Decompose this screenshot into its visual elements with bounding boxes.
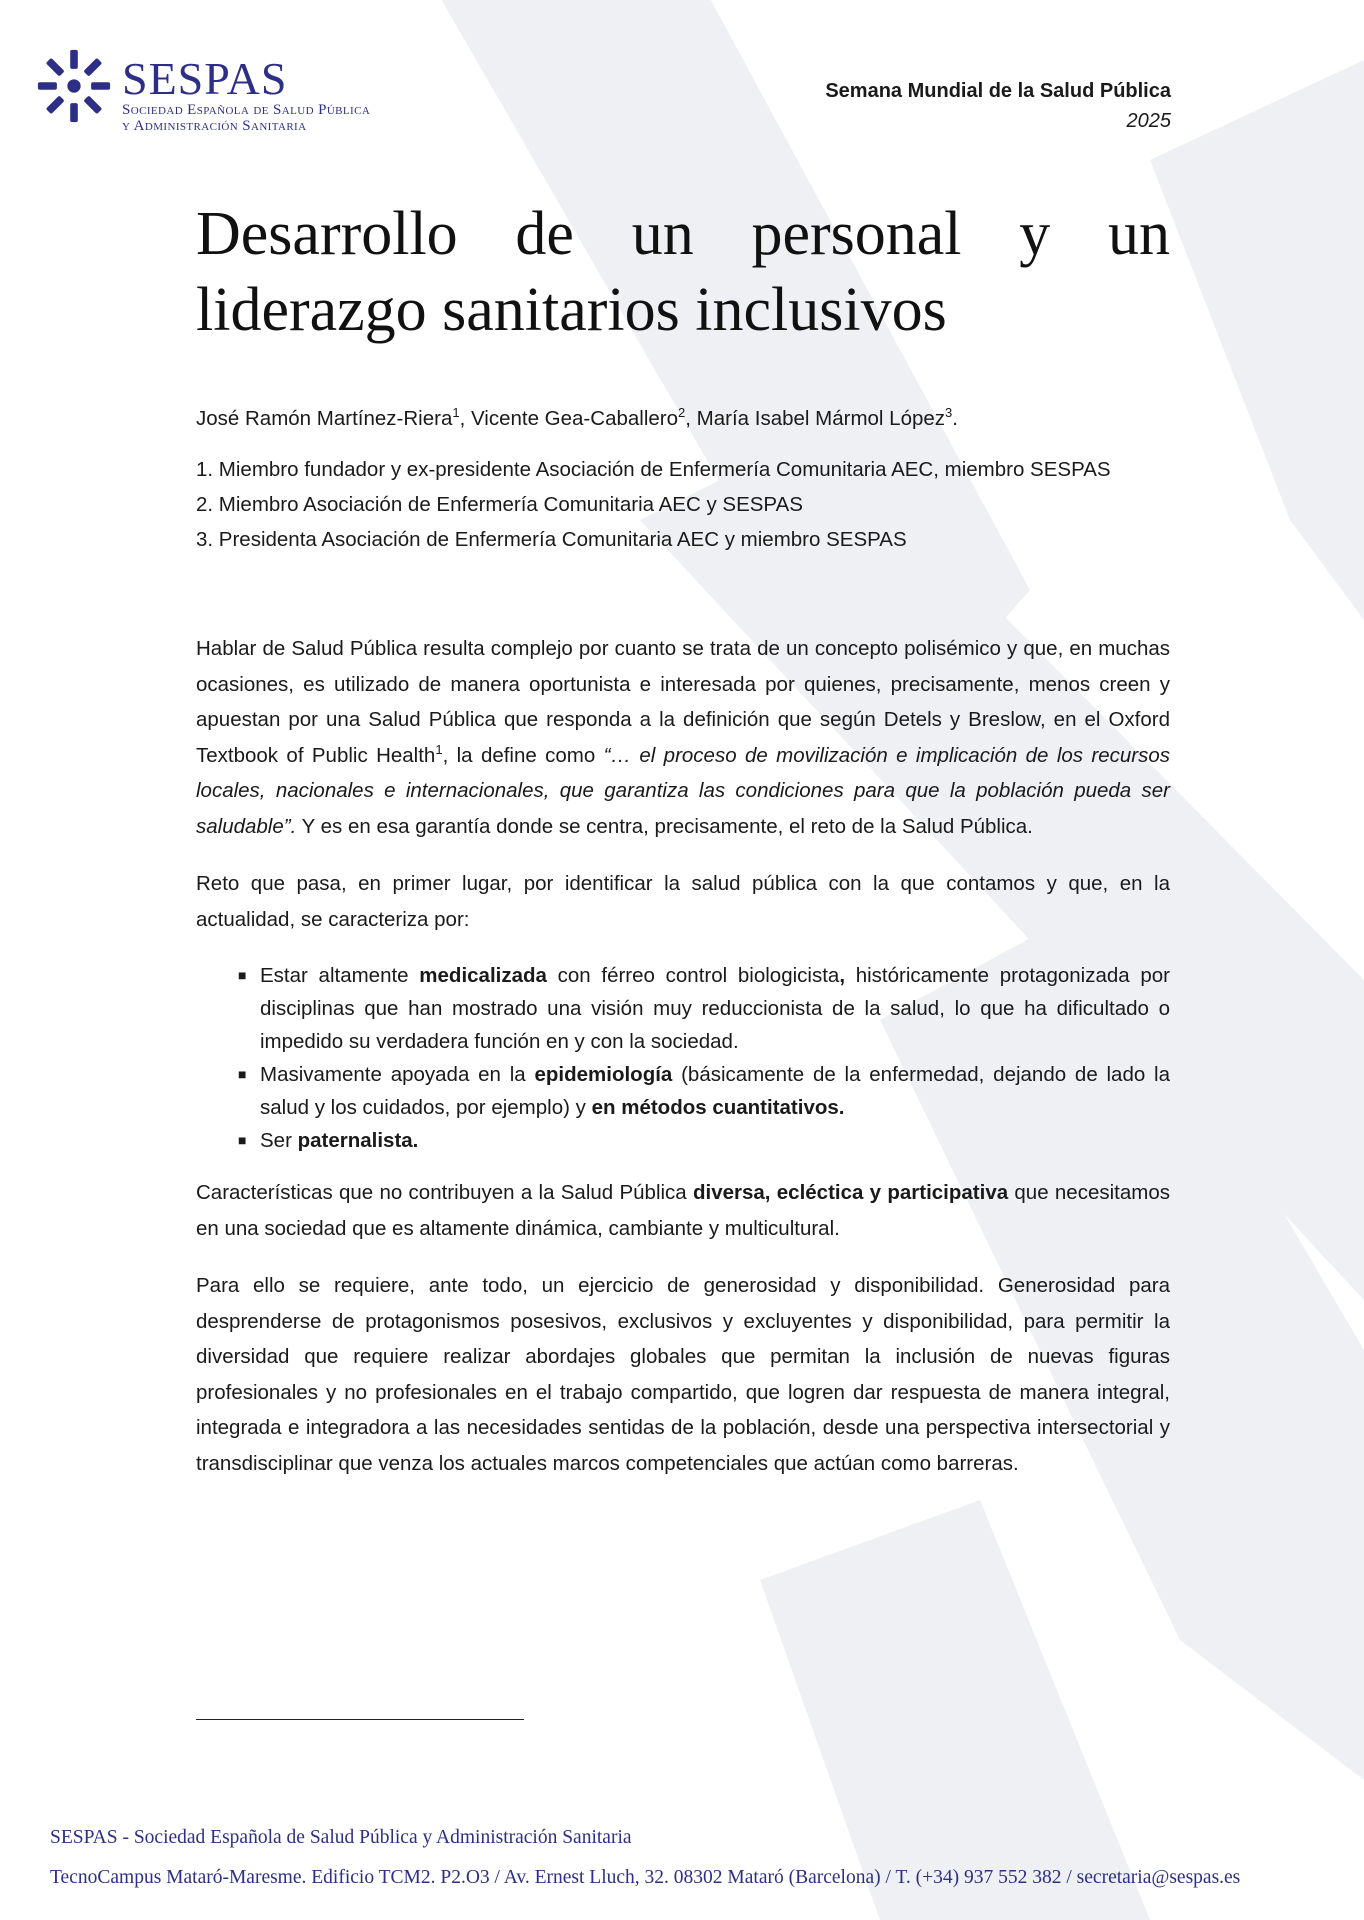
bold-text: en métodos cuantitativos. <box>591 1096 845 1119</box>
text-run: históricamente protagonizada por disciplinas que han mostrado una visión muy reduccionista de la salud, lo que ha dificultado o impedido su verdadera función en y con la sociedad. <box>260 964 1171 1053</box>
logo-text <box>122 48 370 134</box>
author-name: José Ramón Martínez-Riera <box>196 407 453 430</box>
article-body <box>196 631 1170 1481</box>
list-item <box>238 959 1171 1058</box>
text-run: con férreo control biologicista <box>546 964 840 987</box>
text-run: Estar altamente <box>260 964 420 987</box>
text-run: Ser <box>260 1129 298 1152</box>
list-item <box>238 1058 1171 1124</box>
footnote-ref: 1 <box>435 741 443 757</box>
affiliation-list <box>196 452 1170 557</box>
footnote-separator <box>196 1719 524 1720</box>
author-ref: 2 <box>678 405 686 421</box>
text-run: Hablar de Salud Pública resulta complejo por cuanto se trata de un concepto polisémico y que, en muchas ocasiones, es utilizado de manera oportunista e interesada por quienes, precisamente, menos creen y apuestan por una Salud Pública que responda a la definición que según Detels y Breslow, en el Oxford Textbook of Public Health <box>196 637 1170 767</box>
paragraph-4: Para ello se requiere, ante todo, un ejercicio de generosidad y disponibilidad. Generosidad para desprenderse de protagonismos posesivos, exclusivos y excluyentes y disponibilidad, para permitir la diversidad que requiere realizar abordajes globales que permitan la inclusión de nuevas figuras profesionales y no profesionales en el trabajo compartido, que logren dar respuesta de manera integral, integrada e integradora a las necesidades sentidas de la población, desde una perspectiva intersectorial y transdisciplinar que venza los actuales marcos competenciales que actúan como barreras. <box>196 1274 1170 1475</box>
text-run: que necesitamos en una sociedad que es altamente dinámica, cambiante y multicultural. <box>196 1181 1170 1240</box>
text-run: Características que no contribuyen a la Salud Pública <box>196 1181 693 1204</box>
bullet-marker: ■ <box>238 1132 247 1148</box>
affiliation-item: 1. Miembro fundador y ex-presidente Asociación de Enfermería Comunitaria AEC, miembro SESPAS <box>196 458 1111 481</box>
logo-name: SESPAS <box>122 53 288 104</box>
author-ref: 1 <box>452 405 460 421</box>
footer-line-1: SESPAS - Sociedad Española de Salud Pública y Administración Sanitaria <box>50 1827 632 1848</box>
author-name: María Isabel Mármol López <box>696 407 946 430</box>
affiliation-item: 3. Presidenta Asociación de Enfermería Comunitaria AEC y miembro SESPAS <box>196 528 907 551</box>
bold-text: epidemiología <box>534 1063 673 1086</box>
list-item <box>238 1124 1170 1157</box>
bold-text: , <box>839 964 846 987</box>
sespas-logo-icon <box>36 48 112 124</box>
author-name: Vicente Gea-Caballero <box>470 407 679 430</box>
sespas-logo <box>36 48 370 134</box>
text-run: , la define como <box>442 743 604 767</box>
author-list: José Ramón Martínez-Riera$^1$, Vicente Gea-Caballero$^2$, María Isabel Mármol López$^3$. <box>196 405 958 430</box>
event-name: Semana Mundial de la Salud Pública <box>825 80 1171 102</box>
bold-text: medicalizada <box>419 964 547 987</box>
text-run: (básicamente de la enfermedad, dejando de lado la salud y los cuidados, por ejemplo) y <box>260 1063 1171 1119</box>
bullet-marker: ■ <box>238 1066 247 1082</box>
quote: “… el proceso de movilización e implicación de los recursos locales, nacionales e internacionales, que garantiza las condiciones para que la población pueda ser saludable”. <box>196 743 1170 838</box>
page-footer <box>50 1818 1240 1898</box>
bullet-marker: ■ <box>238 967 247 983</box>
paragraph-2: Reto que pasa, en primer lugar, por identificar la salud pública con la que contamos y que, en la actualidad, se caracteriza por: <box>196 872 1170 931</box>
footer-line-2: TecnoCampus Mataró-Maresme. Edificio TCM2. P2.O3 / Av. Ernest Lluch, 32. 08302 Mataró (Barcelona) / T. (+34) 937 552 382 / secretaria@sespas.es <box>50 1867 1241 1888</box>
logo-subtitle-line-2: y Administración Sanitaria <box>122 118 307 134</box>
logo-subtitle-line-1: Sociedad Española de Salud Pública <box>122 102 371 118</box>
affiliation-item: 2. Miembro Asociación de Enfermería Comunitaria AEC y SESPAS <box>196 493 803 516</box>
paragraph-3 <box>196 1175 1170 1246</box>
text-run: Masivamente apoyada en la <box>260 1063 535 1086</box>
bold-text: paternalista. <box>297 1129 419 1152</box>
bold-text: diversa, ecléctica y participativa <box>692 1181 1009 1204</box>
event-year: 2025 <box>1126 110 1171 132</box>
text-run: Y es en esa garantía donde se centra, precisamente, el reto de la Salud Pública. <box>296 814 1033 838</box>
author-ref: 3 <box>945 405 953 421</box>
paragraph-1 <box>196 631 1170 844</box>
event-header <box>825 76 1171 136</box>
article <box>196 196 1170 1503</box>
article-title: Desarrollo de un personal y un liderazgo sanitarios inclusivos <box>196 200 1170 344</box>
bullet-list <box>196 959 1170 1157</box>
